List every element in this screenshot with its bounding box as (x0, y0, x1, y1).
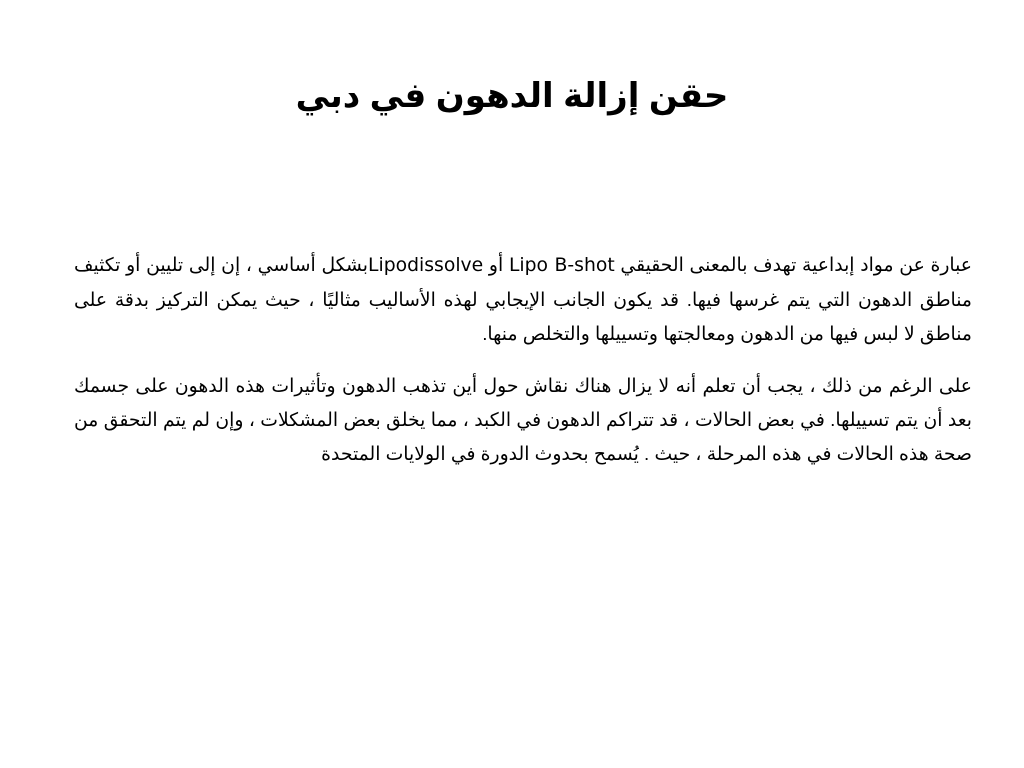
paragraph-intro (74, 248, 972, 351)
paragraph-caveat-text: على الرغم من ذلك ، يجب أن تعلم أنه لا يزال هناك نقاش حول أين تذهب الدهون وتأثيرات هذه الدهون على جسمك بعد أن يتم تسييلها. في بعض الحالات ، قد تتراكم الدهون في الكبد ، مما يخلق بعض المشكلات ، وإن لم يتم التحقق من صحة هذه الحالات في هذه المرحلة ، حيث . يُسمح بحدوث الدورة في الولايات المتحدة (74, 375, 972, 464)
slide-title: حقن إزالة الدهون في دبي (295, 77, 729, 115)
paragraph-caveat (74, 369, 972, 471)
product-name-lipodissolve: Lipodissolve (368, 255, 484, 276)
paragraph-intro-text-3: بشكل أساسي ، إن إلى تليين أو تكثيف مناطق الدهون التي يتم غرسها فيها. قد يكون الجانب الإيجابي لهذه الأساليب مثاليًا ، حيث يمكن التركيز بدقة على مناطق لا لبس فيها من الدهون ومعالجتها وتسييلها والتخلص منها. (74, 254, 972, 344)
paragraph-intro-text-2: أو (483, 254, 509, 275)
product-name-lipo-b-shot: Lipo B-shot (508, 255, 615, 276)
paragraph-intro-text-1: عبارة عن مواد إبداعية تهدف بالمعنى الحقيقي (614, 254, 972, 275)
slide-body (74, 248, 972, 471)
